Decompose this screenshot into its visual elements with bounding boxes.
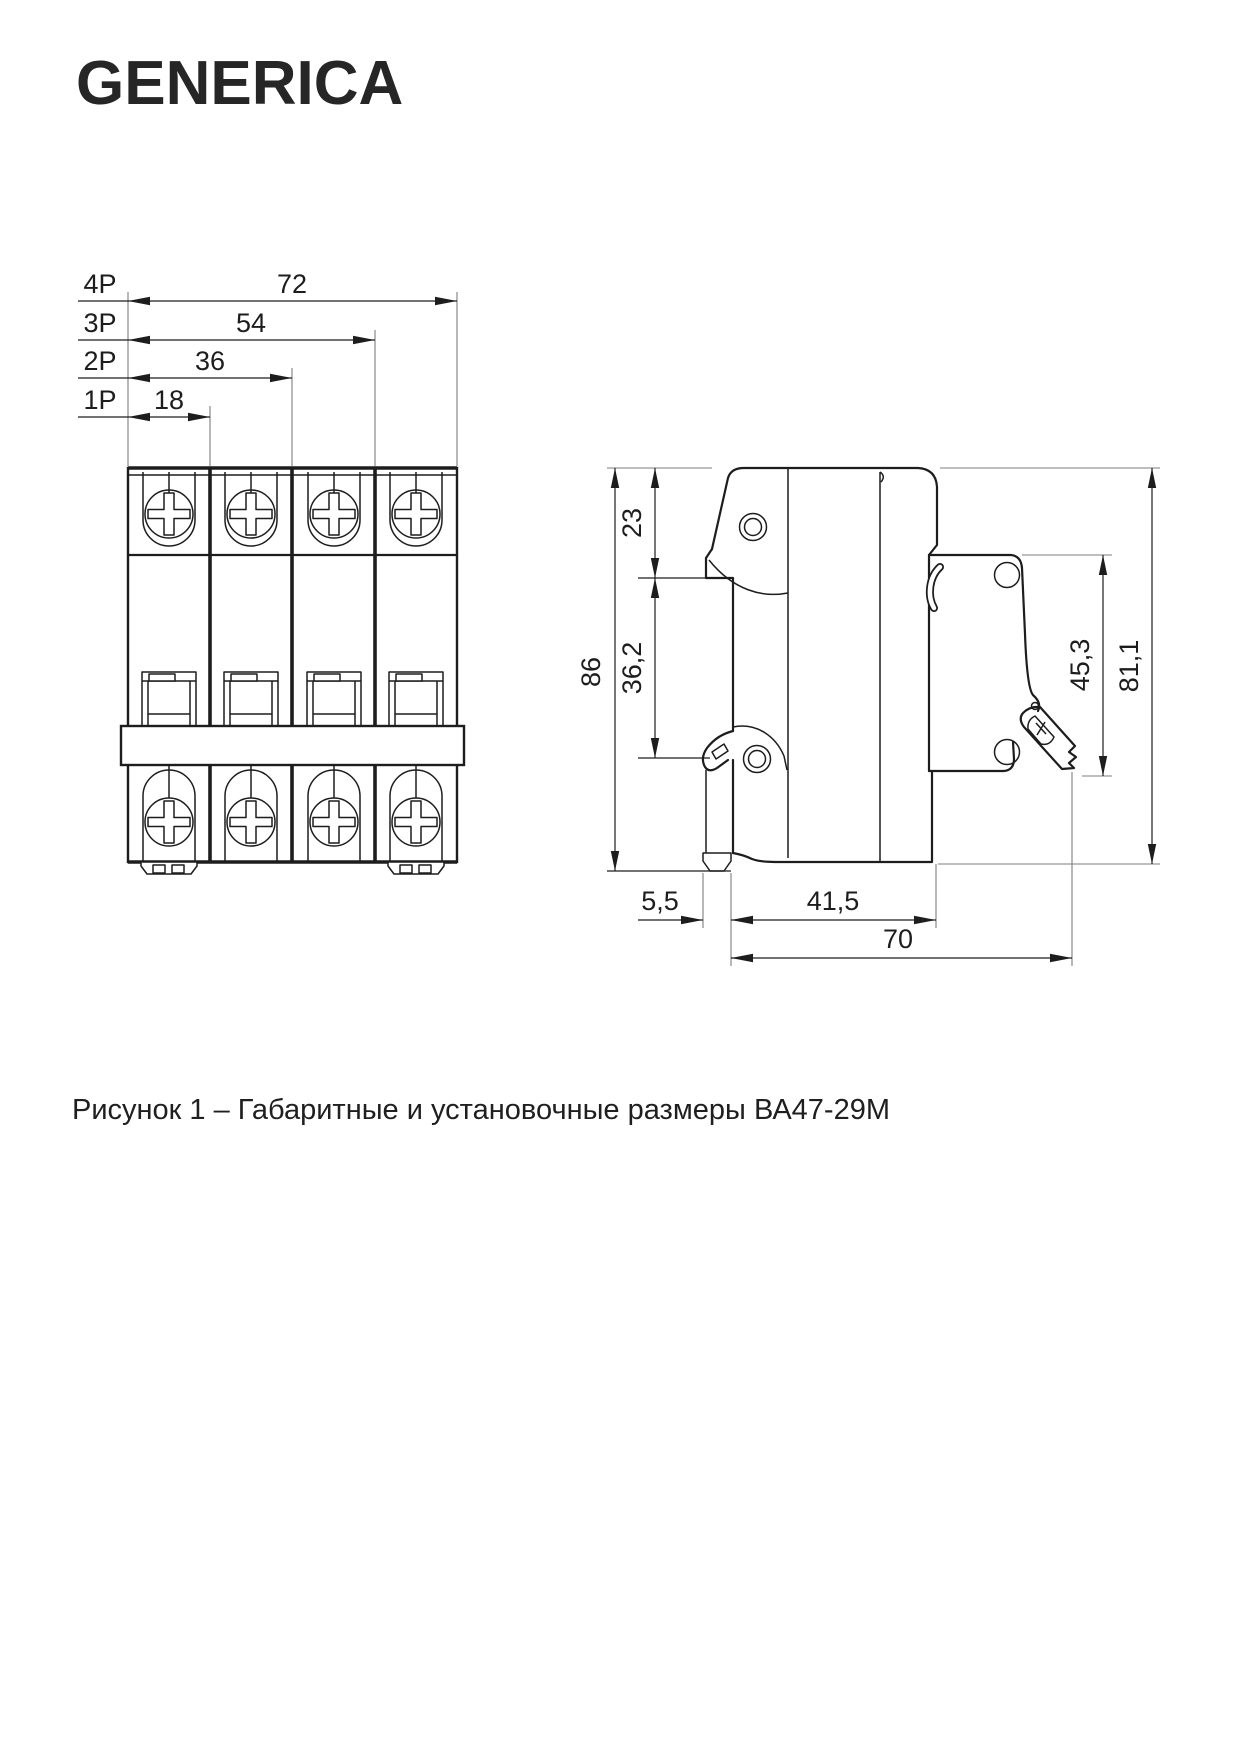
front-dim-row-1p [78, 385, 210, 421]
dim-value: 18 [153, 385, 185, 415]
dim-value: 86 [576, 656, 606, 688]
pole-count-label: 3P [83, 308, 117, 338]
terminal-screw-bottom-icon [995, 740, 1020, 765]
side-dim-86 [576, 468, 731, 871]
side-dim-81-1 [1114, 468, 1156, 864]
brand-logo: GENERICA [76, 49, 404, 118]
foot-left [141, 862, 197, 874]
rivet-bottom-icon [744, 746, 771, 773]
side-dim-41-5 [731, 886, 936, 924]
side-dim-23-36-2 [617, 468, 731, 758]
pole-count-label: 2P [83, 346, 117, 376]
dim-value: 5,5 [641, 886, 679, 916]
rivet-top-icon [740, 514, 767, 541]
foot-right [388, 862, 444, 874]
front-view [78, 269, 464, 874]
breaker-side-body [703, 468, 1076, 871]
dim-value: 23 [617, 507, 647, 539]
side-view [576, 468, 1160, 966]
dim-value: 54 [235, 308, 267, 338]
dim-value: 36,2 [617, 641, 647, 695]
dim-value: 72 [276, 269, 308, 299]
side-dim-5-5 [638, 886, 703, 924]
dim-value: 70 [882, 924, 914, 954]
terminal-screw-top-icon [995, 563, 1020, 588]
side-extension-lines [607, 468, 1160, 966]
dim-value: 45,3 [1065, 638, 1095, 692]
front-dim-row-4p [78, 269, 457, 305]
front-dim-row-3p [78, 308, 375, 344]
pole-count-label: 1P [83, 385, 117, 415]
side-dim-70 [731, 924, 1072, 962]
pole-count-label: 4P [83, 269, 117, 299]
figure-caption: Рисунок 1 – Габаритные и установочные размеры ВА47-29М [72, 1094, 890, 1126]
breaker-front-body [121, 468, 464, 874]
toggle-lever [1021, 707, 1076, 769]
center-band [121, 726, 464, 765]
front-extension-lines [128, 292, 457, 466]
dim-value: 81,1 [1114, 639, 1144, 693]
front-dim-row-2p [78, 346, 292, 382]
dim-value: 36 [194, 346, 226, 376]
dim-value: 41,5 [806, 886, 860, 916]
